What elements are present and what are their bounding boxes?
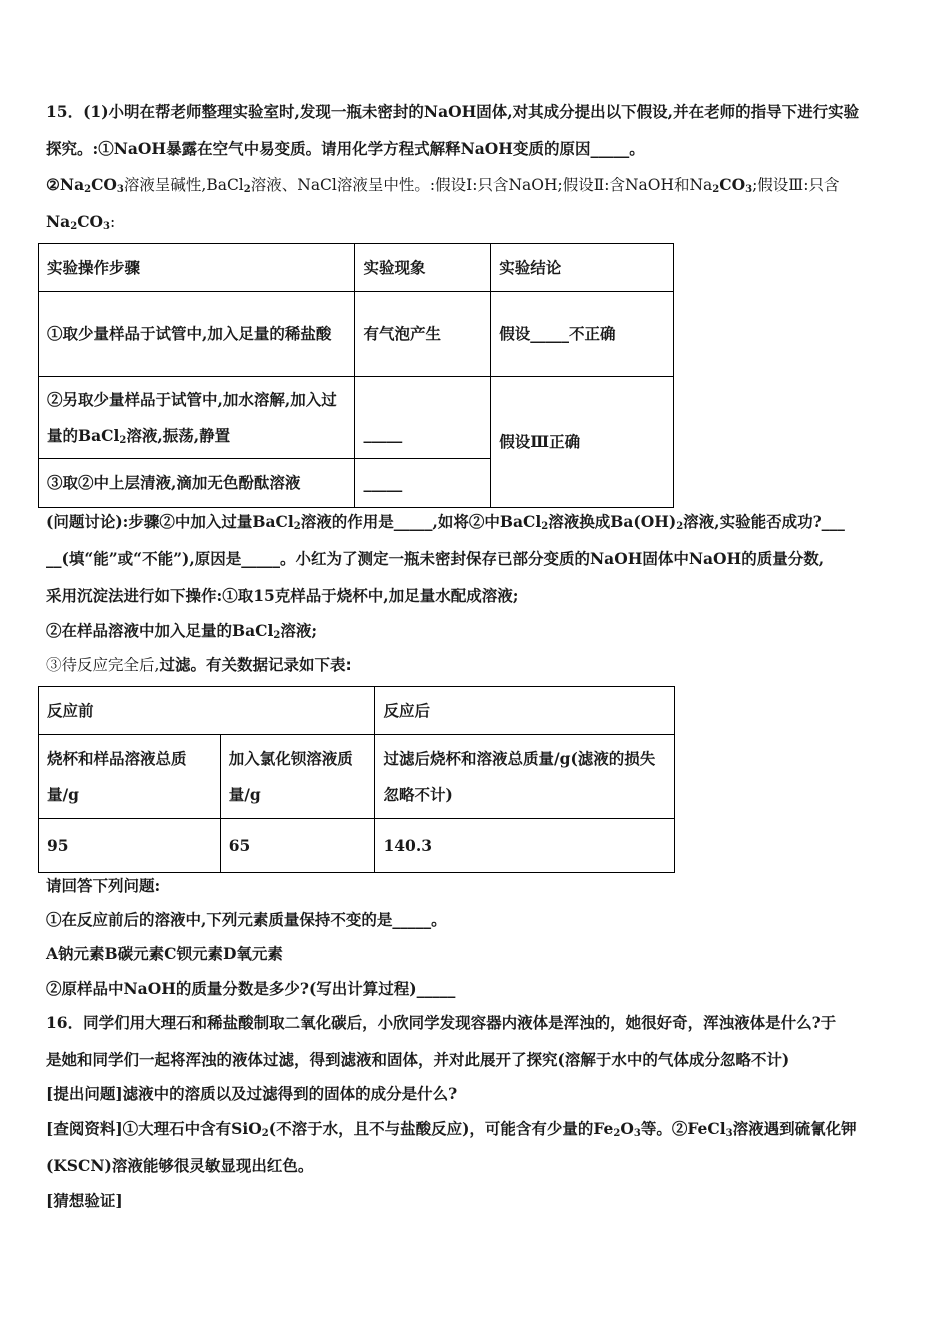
- group-before: 反应前: [39, 687, 375, 735]
- q15-line-2: 探究。:①NaOH暴露在空气中易变质。请用化学方程式解释NaOH变质的原因_____。: [46, 139, 645, 158]
- table-header-row: [39, 244, 674, 292]
- value-before-sample: 95: [39, 819, 221, 873]
- step-2: ②另取少量样品于试管中,加水溶解,加入过量的BaCl$_2$溶液,振荡,静置: [39, 377, 355, 459]
- col-beaker-sample: 烧杯和样品溶液总质量/g: [39, 735, 221, 819]
- table-header-row: [39, 735, 675, 819]
- experiment-table: [38, 243, 674, 508]
- discussion-line-4: ②在样品溶液中加入足量的BaCl$_2$溶液;: [46, 621, 318, 641]
- discussion-line-1: (问题讨论):步骤②中加入过量BaCl$_2$溶液的作用是_____,如将②中BaCl$_2$溶液换成$Ba(OH)_2$溶液,实验能否成功?___: [46, 512, 845, 532]
- table-row: [39, 819, 675, 873]
- col-bacl2-added: 加入氯化钡溶液质量/g: [220, 735, 375, 819]
- table-row: [39, 377, 674, 459]
- header-phenomenon: 实验现象: [355, 244, 491, 292]
- q15-line-1: 15．(1)小明在帮老师整理实验室时,发现一瓶未密封的NaOH固体,对其成分提出以下假设,并在老师的指导下进行实验: [46, 102, 860, 121]
- value-after: 140.3: [375, 819, 675, 873]
- q16-line-4: [查阅资料]①大理石中含有SiO$_2$(不溶于水，且不与盐酸反应)，可能含有少量的$Fe_2O_3$等。②FeCl$_3$溶液遇到硫氰化钾: [46, 1119, 857, 1139]
- questions-prompt: 请回答下列问题:: [46, 876, 161, 895]
- question-2: ②原样品中NaOH的质量分数是多少?(写出计算过程)_____: [46, 979, 456, 998]
- q16-line-6: [猜想验证]: [46, 1191, 123, 1210]
- q16-line-1: 16．同学们用大理石和稀盐酸制取二氧化碳后，小欣同学发现容器内液体是浑浊的，她很好奇，浑浊液体是什么?于: [46, 1013, 837, 1032]
- step-3: ③取②中上层清液,滴加无色酚酞溶液: [39, 459, 355, 508]
- phenomenon-3: _____: [355, 459, 491, 508]
- q16-line-3: [提出问题]滤液中的溶质以及过滤得到的固体的成分是什么?: [46, 1084, 458, 1103]
- phenomenon-1: 有气泡产生: [355, 292, 491, 377]
- q16-line-2: 是她和同学们一起将浑浊的液体过滤，得到滤液和固体，并对此展开了探究(溶解于水中的气体成分忽略不计): [46, 1050, 790, 1069]
- value-bacl2: 65: [220, 819, 375, 873]
- table-group-row: [39, 687, 675, 735]
- col-after-filter: 过滤后烧杯和溶液总质量/g(滤液的损失忽略不计): [375, 735, 675, 819]
- discussion-line-3: 采用沉淀法进行如下操作:①取15克样品于烧杯中,加足量水配成溶液;: [46, 586, 519, 605]
- table-row: [39, 292, 674, 377]
- q16-line-5: (KSCN)溶液能够很灵敏显现出红色。: [46, 1156, 314, 1175]
- question-1: ①在反应前后的溶液中,下列元素质量保持不变的是_____。: [46, 910, 447, 929]
- conclusion-merged: 假设Ⅲ正确: [491, 377, 674, 508]
- group-after: 反应后: [375, 687, 675, 735]
- phenomenon-2: _____: [355, 377, 491, 459]
- header-step: 实验操作步骤: [39, 244, 355, 292]
- q15-line-4: $Na_2CO_3$:: [46, 212, 116, 232]
- discussion-line-2: __(填“能”或“不能”),原因是_____。小红为了测定一瓶未密封保存已部分变质的NaOH固体中NaOH的质量分数,: [46, 549, 825, 568]
- conclusion-1: 假设_____不正确: [491, 292, 674, 377]
- q15-line-3: $②Na_2CO_3$溶液呈碱性,BaCl$_2$溶液、NaCl溶液呈中性。:假设I:只含NaOH;假设Ⅱ:含NaOH和$Na_2CO_3$;假设Ⅲ:只含: [46, 175, 840, 195]
- data-table: [38, 686, 675, 873]
- step-1: ①取少量样品于试管中,加入足量的稀盐酸: [39, 292, 355, 377]
- discussion-line-5: ③待反应完全后,过滤。有关数据记录如下表:: [46, 656, 352, 674]
- header-conclusion: 实验结论: [491, 244, 674, 292]
- question-1-options: A钠元素B碳元素C钡元素D氧元素: [46, 944, 283, 963]
